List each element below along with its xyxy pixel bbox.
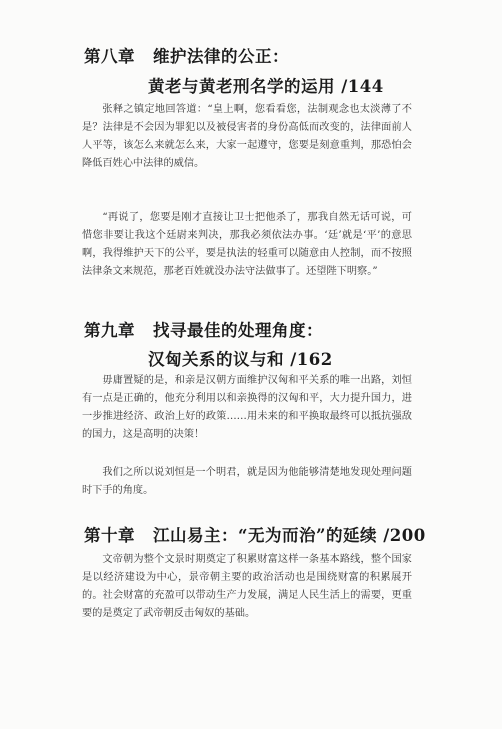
chapter-10-heading [84,522,426,546]
chapter-9-title: 找寻最佳的处理角度： [153,321,323,340]
chapter-9-heading [84,317,323,341]
chapter-8-heading [84,43,289,67]
chapter-10-title: 江山易主：“无为而治”的延续 /200 [153,526,426,545]
chapter-8-paragraph-2: “再说了，您要是刚才直接让卫士把他杀了，那我自然无话可说，可惜您非要让我这个廷尉来判决，那我必须依法办事。‘廷’就是‘平’的意思啊，我得维护天下的公平，要是执法的轻重可以随意由人控制，而不按照法律条文来规范，那老百姓就没办法守法做事了。还望陛下明察。” [82,212,412,277]
chapter-8-title: 维护法律的公正： [153,47,289,66]
chapter-9-paragraph-1: 毋庸置疑的是，和亲是汉朝方面维护汉匈和平关系的唯一出路，刘恒有一点是正确的，他充分利用以和亲换得的汉匈和平，大力提升国力，进一步推进经济、政治上好的政策……用未来的和平换取最终可以抵抗强敌的国力，这是高明的决策！ [82,375,412,440]
chapter-9-number: 第九章 [84,321,135,340]
chapter-9-subtitle: 汉匈关系的议与和 /162 [148,350,333,369]
chapter-8-subtitle: 黄老与黄老刑名学的运用 /144 [148,77,384,96]
chapter-10-number: 第十章 [84,526,135,545]
chapter-10-paragraph-1: 文帝朝为整个文景时期奠定了积累财富这样一条基本路线，整个国家是以经济建设为中心，景帝朝主要的政治活动也是围绕财富的积累展开的。社会财富的充盈可以带动生产力发展，满足人民生活上的需要，更重要的是奠定了武帝朝反击匈奴的基础。 [82,554,412,619]
chapter-8-number: 第八章 [84,47,135,66]
chapter-8-paragraph-1: 张释之镇定地回答道：“皇上啊，您看看您，法制观念也太淡薄了不是？法律是不会因为罪犯以及被侵害者的身份高低而改变的，法律面前人人平等，该怎么来就怎么来，大家一起遵守，您要是刻意重判，那恐怕会降低百姓心中法律的威信。 [82,104,412,169]
chapter-9-paragraph-2: 我们之所以说刘恒是一个明君，就是因为他能够清楚地发现处理问题时下手的角度。 [82,467,412,496]
